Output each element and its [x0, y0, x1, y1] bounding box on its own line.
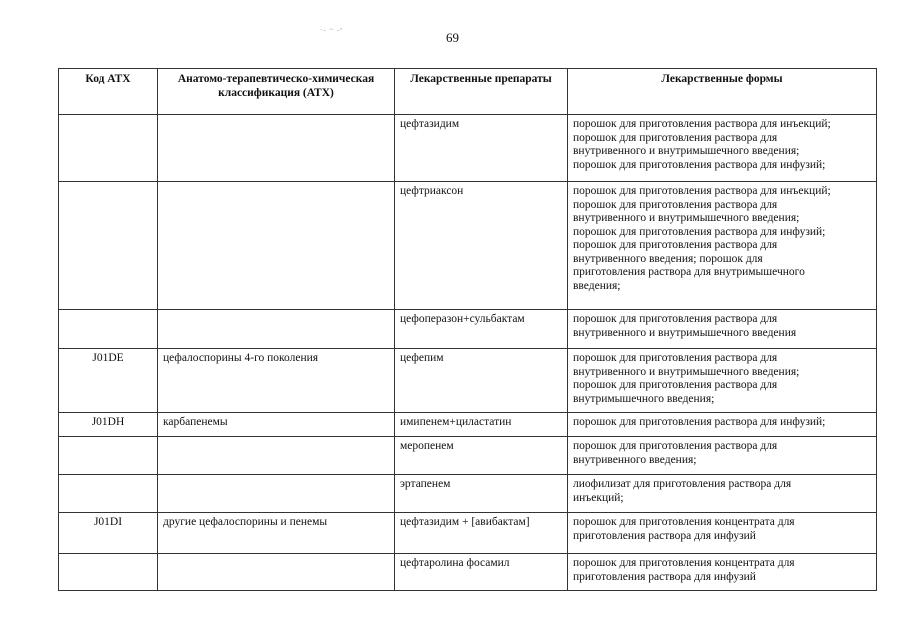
drug-cell: цефтазидим: [395, 115, 568, 182]
table-row: [59, 115, 877, 182]
dosage-forms-cell: [568, 475, 877, 513]
table-row: [59, 475, 877, 513]
dosage-forms-cell: [568, 437, 877, 475]
atx-code-cell: J01DE: [59, 349, 158, 413]
classification-cell: другие цефалоспорины и пенемы: [158, 513, 395, 554]
dosage-form-line: внутривенного введения;: [573, 453, 697, 466]
atx-code-cell: [59, 182, 158, 310]
table-row: [59, 349, 877, 413]
dosage-form-line: внутривенного введения; порошок для: [573, 252, 763, 265]
dosage-form-line: приготовления раствора для инфузий: [573, 529, 756, 542]
atx-code-cell: J01DI: [59, 513, 158, 554]
table-row: [59, 554, 877, 591]
header-code: Код АТХ: [59, 69, 158, 115]
atx-code-cell: [59, 475, 158, 513]
dosage-form-line: порошок для приготовления раствора для инфузий;: [573, 158, 826, 171]
header-drugs: Лекарственные препараты: [395, 69, 568, 115]
atx-code-cell: J01DH: [59, 413, 158, 437]
drug-cell: меропенем: [395, 437, 568, 475]
drug-cell: цефтаролина фосамил: [395, 554, 568, 591]
dosage-form-line: порошок для приготовления концентрата для: [573, 557, 795, 569]
atx-table: [58, 68, 877, 591]
drug-cell: цефепим: [395, 349, 568, 413]
dosage-form-line: введения;: [573, 279, 621, 292]
dosage-form-line: порошок для приготовления раствора для: [573, 379, 778, 391]
drug-cell: цефтриаксон: [395, 182, 568, 310]
drug-cell: цефтазидим + [авибактам]: [395, 513, 568, 554]
dosage-form-line: приготовления раствора для инфузий: [573, 570, 756, 583]
drug-cell: имипенем+циластатин: [395, 413, 568, 437]
drug-cell: эртапенем: [395, 475, 568, 513]
dosage-forms-cell: [568, 310, 877, 349]
classification-cell: [158, 437, 395, 475]
page-number: 69: [446, 30, 459, 45]
dosage-form-line: порошок для приготовления раствора для: [573, 313, 778, 325]
dosage-forms-cell: [568, 115, 877, 182]
atx-code-cell: [59, 115, 158, 182]
dosage-form-line: порошок для приготовления раствора для: [573, 440, 778, 452]
scan-artifact: ·- ~ -ᵉ: [320, 26, 344, 34]
classification-cell: [158, 115, 395, 182]
table-row: [59, 310, 877, 349]
classification-cell: цефалоспорины 4-го поколения: [158, 349, 395, 413]
table-row: [59, 437, 877, 475]
atx-code-cell: [59, 310, 158, 349]
dosage-forms-cell: [568, 349, 877, 413]
dosage-form-line: порошок для приготовления раствора для: [573, 239, 778, 251]
table-row: [59, 182, 877, 310]
dosage-forms-cell: [568, 513, 877, 554]
atx-code-cell: [59, 554, 158, 591]
dosage-form-line: порошок для приготовления раствора для: [573, 352, 778, 364]
table-header-row: [59, 69, 877, 115]
dosage-forms-cell: [568, 182, 877, 310]
classification-cell: [158, 182, 395, 310]
dosage-form-line: внутривенного и внутримышечного введения;: [573, 365, 800, 378]
dosage-forms-cell: [568, 413, 877, 437]
classification-cell: карбапенемы: [158, 413, 395, 437]
classification-cell: [158, 554, 395, 591]
dosage-form-line: порошок для приготовления раствора для инфузий;: [573, 225, 826, 238]
dosage-form-line: порошок для приготовления раствора для инъекций;: [573, 185, 831, 197]
dosage-form-line: внутримышечного введения;: [573, 392, 715, 405]
dosage-form-line: порошок для приготовления раствора для инъекций;: [573, 118, 831, 130]
classification-cell: [158, 475, 395, 513]
dosage-form-line: внутривенного и внутримышечного введения;: [573, 212, 800, 224]
dosage-form-line: порошок для приготовления раствора для инфузий;: [573, 416, 826, 428]
table-row: [59, 513, 877, 554]
header-classification: Анатомо-терапевтическо-химическая классификация (АТХ): [158, 69, 395, 115]
dosage-form-line: порошок для приготовления концентрата для: [573, 516, 795, 528]
dosage-form-line: внутривенного и внутримышечного введения: [573, 326, 797, 339]
header-forms: Лекарственные формы: [568, 69, 877, 115]
dosage-form-line: порошок для приготовления раствора для: [573, 198, 778, 211]
dosage-form-line: инъекций;: [573, 491, 624, 504]
dosage-form-line: приготовления раствора для внутримышечного: [573, 266, 805, 278]
dosage-form-line: порошок для приготовления раствора для: [573, 131, 778, 144]
dosage-form-line: лиофилизат для приготовления раствора для: [573, 478, 792, 490]
dosage-forms-cell: [568, 554, 877, 591]
table-body: [59, 115, 877, 591]
classification-cell: [158, 310, 395, 349]
dosage-form-line: внутривенного и внутримышечного введения;: [573, 145, 800, 157]
atx-code-cell: [59, 437, 158, 475]
drug-cell: цефоперазон+сульбактам: [395, 310, 568, 349]
table-row: [59, 413, 877, 437]
